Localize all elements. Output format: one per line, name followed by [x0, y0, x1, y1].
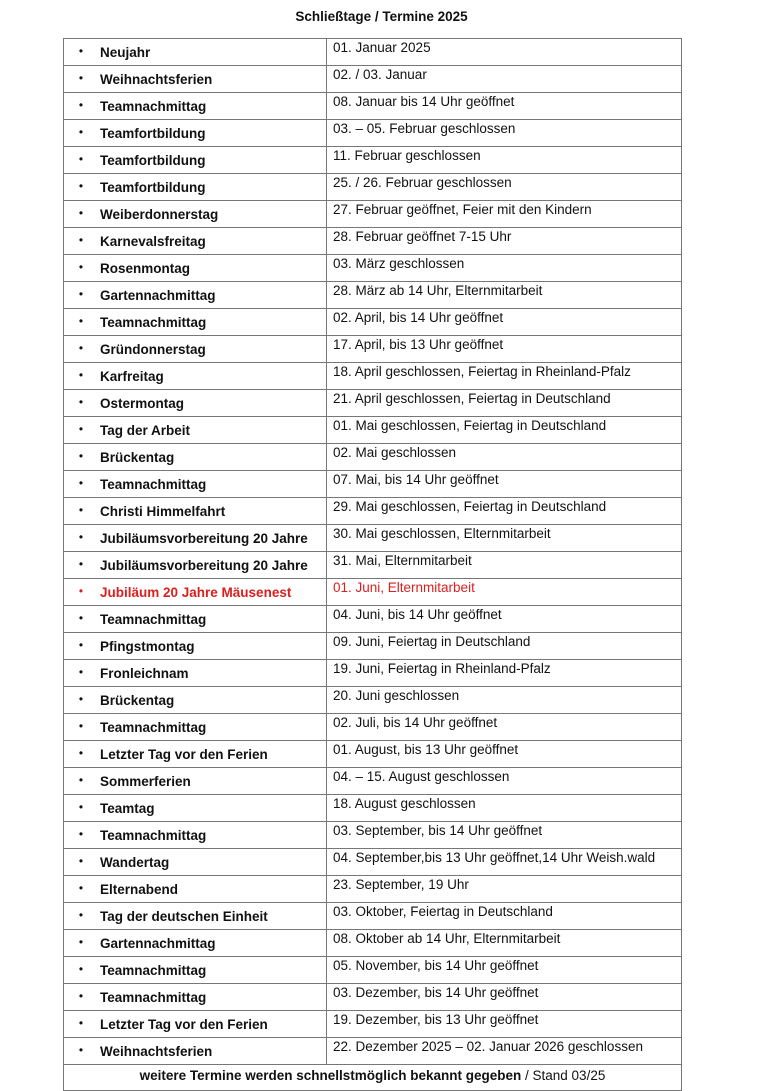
event-name: Teamtag: [100, 801, 155, 816]
bullet-icon: •: [78, 584, 84, 598]
event-name: Ostermontag: [100, 396, 185, 411]
event-date: 05. November, bis 14 Uhr geöffnet: [327, 957, 682, 984]
event-date: 04. – 15. August geschlossen: [327, 768, 682, 795]
event-name-cell: [64, 876, 327, 903]
schedule-row: [64, 660, 682, 687]
schedule-row: [64, 417, 682, 444]
event-name-cell: [64, 1011, 327, 1038]
bullet-icon: •: [78, 125, 84, 139]
bullet-icon: •: [78, 98, 84, 112]
schedule-row: [64, 633, 682, 660]
event-name: Elternabend: [100, 882, 179, 897]
event-name-cell: [64, 444, 327, 471]
schedule-row: [64, 741, 682, 768]
event-name-cell: [64, 336, 327, 363]
schedule-row: [64, 525, 682, 552]
event-date: 18. August geschlossen: [327, 795, 682, 822]
bullet-icon: •: [78, 935, 84, 949]
event-date: 08. Oktober ab 14 Uhr, Elternmitarbeit: [327, 930, 682, 957]
event-name: Teamnachmittag: [100, 720, 207, 735]
footer-bold-text: weitere Termine werden schnellstmöglich bekannt gegeben: [139, 1068, 522, 1083]
event-date: 20. Juni geschlossen: [327, 687, 682, 714]
bullet-icon: •: [78, 530, 84, 544]
bullet-icon: •: [78, 44, 84, 58]
bullet-icon: •: [78, 206, 84, 220]
event-date: 22. Dezember 2025 – 02. Januar 2026 geschlossen: [327, 1038, 682, 1065]
bullet-icon: •: [78, 692, 84, 706]
event-name-cell: [64, 903, 327, 930]
schedule-row: [64, 849, 682, 876]
schedule-row: [64, 471, 682, 498]
schedule-row: [64, 201, 682, 228]
bullet-icon: •: [78, 962, 84, 976]
bullet-icon: •: [78, 1016, 84, 1030]
event-name-cell: [64, 147, 327, 174]
bullet-icon: •: [78, 449, 84, 463]
event-name: Pfingstmontag: [100, 639, 195, 654]
event-name-cell: [64, 714, 327, 741]
event-date: 21. April geschlossen, Feiertag in Deutschland: [327, 390, 682, 417]
event-name-cell: [64, 228, 327, 255]
event-name-cell: [64, 795, 327, 822]
schedule-row: [64, 984, 682, 1011]
event-name-cell: [64, 687, 327, 714]
event-date: 01. Juni, Elternmitarbeit: [327, 579, 682, 606]
event-name-cell: [64, 606, 327, 633]
schedule-row: [64, 714, 682, 741]
event-date: 02. Juli, bis 14 Uhr geöffnet: [327, 714, 682, 741]
event-date: 31. Mai, Elternmitarbeit: [327, 552, 682, 579]
bullet-icon: •: [78, 665, 84, 679]
bullet-icon: •: [78, 1043, 84, 1057]
event-name: Tag der Arbeit: [100, 423, 191, 438]
event-date: 08. Januar bis 14 Uhr geöffnet: [327, 93, 682, 120]
bullet-icon: •: [78, 827, 84, 841]
event-name: Tag der deutschen Einheit: [100, 909, 268, 924]
document-title: Schließtage / Termine 2025: [295, 9, 468, 24]
schedule-row: [64, 147, 682, 174]
schedule-row: [64, 363, 682, 390]
event-date: 19. Juni, Feiertag in Rheinland-Pfalz: [327, 660, 682, 687]
bullet-icon: •: [78, 152, 84, 166]
event-date: 28. Februar geöffnet 7-15 Uhr: [327, 228, 682, 255]
event-name-cell: [64, 984, 327, 1011]
bullet-icon: •: [78, 800, 84, 814]
event-name-cell: [64, 768, 327, 795]
schedule-row: [64, 930, 682, 957]
event-name: Gartennachmittag: [100, 288, 216, 303]
bullet-icon: •: [78, 746, 84, 760]
bullet-icon: •: [78, 368, 84, 382]
event-name-cell: [64, 66, 327, 93]
event-name-cell: [64, 282, 327, 309]
event-date: 04. September,bis 13 Uhr geöffnet,14 Uhr Weish.wald: [327, 849, 682, 876]
event-date: 09. Juni, Feiertag in Deutschland: [327, 633, 682, 660]
event-date: 18. April geschlossen, Feiertag in Rheinland-Pfalz: [327, 363, 682, 390]
schedule-row: [64, 606, 682, 633]
event-name: Rosenmontag: [100, 261, 191, 276]
schedule-row: [64, 174, 682, 201]
event-name: Karfreitag: [100, 369, 164, 384]
bullet-icon: •: [78, 989, 84, 1003]
schedule-row: [64, 444, 682, 471]
bullet-icon: •: [78, 476, 84, 490]
event-name-cell: [64, 363, 327, 390]
event-name: Teamnachmittag: [100, 612, 207, 627]
event-name-cell: [64, 498, 327, 525]
schedule-row: [64, 255, 682, 282]
bullet-icon: •: [78, 395, 84, 409]
schedule-row: [64, 498, 682, 525]
event-name-cell: [64, 957, 327, 984]
event-date: 27. Februar geöffnet, Feier mit den Kindern: [327, 201, 682, 228]
event-name: Neujahr: [100, 45, 151, 60]
event-name-cell: [64, 255, 327, 282]
event-name: Teamfortbildung: [100, 153, 206, 168]
event-name-cell: [64, 417, 327, 444]
bullet-icon: •: [78, 611, 84, 625]
event-date: 02. April, bis 14 Uhr geöffnet: [327, 309, 682, 336]
event-date: 02. Mai geschlossen: [327, 444, 682, 471]
event-date: 04. Juni, bis 14 Uhr geöffnet: [327, 606, 682, 633]
event-name-cell: [64, 174, 327, 201]
event-name: Jubiläumsvorbereitung 20 Jahre: [100, 531, 308, 546]
event-date: 07. Mai, bis 14 Uhr geöffnet: [327, 471, 682, 498]
event-name: Jubiläumsvorbereitung 20 Jahre: [100, 558, 308, 573]
event-name-cell: [64, 849, 327, 876]
event-name: Brückentag: [100, 693, 175, 708]
event-date: 01. Januar 2025: [327, 39, 682, 66]
event-date: 03. September, bis 14 Uhr geöffnet: [327, 822, 682, 849]
event-date: 23. September, 19 Uhr: [327, 876, 682, 903]
event-date: 03. Oktober, Feiertag in Deutschland: [327, 903, 682, 930]
event-name: Brückentag: [100, 450, 175, 465]
bullet-icon: •: [78, 638, 84, 652]
event-date: 11. Februar geschlossen: [327, 147, 682, 174]
schedule-row: [64, 228, 682, 255]
event-name-cell: [64, 660, 327, 687]
event-name-cell: [64, 390, 327, 417]
schedule-row: [64, 390, 682, 417]
bullet-icon: •: [78, 287, 84, 301]
event-date: 01. August, bis 13 Uhr geöffnet: [327, 741, 682, 768]
event-date: 30. Mai geschlossen, Elternmitarbeit: [327, 525, 682, 552]
event-name: Christi Himmelfahrt: [100, 504, 226, 519]
bullet-icon: •: [78, 854, 84, 868]
schedule-body: [64, 39, 682, 1065]
schedule-row: [64, 957, 682, 984]
event-date: 17. April, bis 13 Uhr geöffnet: [327, 336, 682, 363]
event-date: 01. Mai geschlossen, Feiertag in Deutschland: [327, 417, 682, 444]
schedule-row: [64, 336, 682, 363]
event-date: 02. / 03. Januar: [327, 66, 682, 93]
schedule-row: [64, 1011, 682, 1038]
schedule-row: [64, 768, 682, 795]
schedule-row: [64, 552, 682, 579]
schedule-row: [64, 795, 682, 822]
event-date: 03. März geschlossen: [327, 255, 682, 282]
event-name-cell: [64, 201, 327, 228]
bullet-icon: •: [78, 179, 84, 193]
bullet-icon: •: [78, 773, 84, 787]
event-name-cell: [64, 741, 327, 768]
event-name: Weiberdonnerstag: [100, 207, 219, 222]
event-date: 28. März ab 14 Uhr, Elternmitarbeit: [327, 282, 682, 309]
schedule-row: [64, 120, 682, 147]
event-name-cell: [64, 579, 327, 606]
bullet-icon: •: [78, 908, 84, 922]
event-name-cell: [64, 1038, 327, 1065]
schedule-row: [64, 282, 682, 309]
event-name-cell: [64, 525, 327, 552]
event-name: Teamfortbildung: [100, 180, 206, 195]
footer-note: [64, 1065, 682, 1091]
schedule-row: [64, 579, 682, 606]
event-name: Sommerferien: [100, 774, 191, 789]
event-name-cell: [64, 39, 327, 66]
bullet-icon: •: [78, 557, 84, 571]
event-date: 19. Dezember, bis 13 Uhr geöffnet: [327, 1011, 682, 1038]
bullet-icon: •: [78, 422, 84, 436]
event-name-cell: [64, 471, 327, 498]
footer-stand-text: / Stand 03/25: [521, 1068, 606, 1083]
bullet-icon: •: [78, 503, 84, 517]
footer-row: [64, 1065, 682, 1091]
event-name: Letzter Tag vor den Ferien: [100, 1017, 268, 1032]
event-name: Teamfortbildung: [100, 126, 206, 141]
schedule-row: [64, 309, 682, 336]
bullet-icon: •: [78, 260, 84, 274]
event-name: Weihnachtsferien: [100, 72, 213, 87]
event-name: Teamnachmittag: [100, 477, 207, 492]
event-name: Teamnachmittag: [100, 963, 207, 978]
event-name: Teamnachmittag: [100, 828, 207, 843]
event-name-cell: [64, 93, 327, 120]
event-name: Gartennachmittag: [100, 936, 216, 951]
event-name: Wandertag: [100, 855, 170, 870]
event-name-cell: [64, 822, 327, 849]
event-name: Jubiläum 20 Jahre Mäusenest: [100, 585, 292, 600]
schedule-row: [64, 1038, 682, 1065]
bullet-icon: •: [78, 314, 84, 328]
schedule-row: [64, 39, 682, 66]
event-name: Gründonnerstag: [100, 342, 206, 357]
event-name: Letzter Tag vor den Ferien: [100, 747, 268, 762]
bullet-icon: •: [78, 341, 84, 355]
event-name: Teamnachmittag: [100, 990, 207, 1005]
event-name-cell: [64, 552, 327, 579]
event-date: 03. – 05. Februar geschlossen: [327, 120, 682, 147]
event-name: Teamnachmittag: [100, 315, 207, 330]
event-date: 29. Mai geschlossen, Feiertag in Deutschland: [327, 498, 682, 525]
event-name: Karnevalsfreitag: [100, 234, 206, 249]
bullet-icon: •: [78, 719, 84, 733]
bullet-icon: •: [78, 881, 84, 895]
schedule-row: [64, 66, 682, 93]
event-name: Teamnachmittag: [100, 99, 207, 114]
schedule-row: [64, 903, 682, 930]
event-date: 25. / 26. Februar geschlossen: [327, 174, 682, 201]
schedule-row: [64, 687, 682, 714]
bullet-icon: •: [78, 233, 84, 247]
bullet-icon: •: [78, 71, 84, 85]
event-name-cell: [64, 120, 327, 147]
schedule-row: [64, 822, 682, 849]
event-name: Weihnachtsferien: [100, 1044, 213, 1059]
schedule-row: [64, 93, 682, 120]
schedule-table: [63, 38, 682, 1091]
event-name-cell: [64, 309, 327, 336]
event-date: 03. Dezember, bis 14 Uhr geöffnet: [327, 984, 682, 1011]
schedule-row: [64, 876, 682, 903]
event-name: Fronleichnam: [100, 666, 189, 681]
event-name-cell: [64, 633, 327, 660]
event-name-cell: [64, 930, 327, 957]
